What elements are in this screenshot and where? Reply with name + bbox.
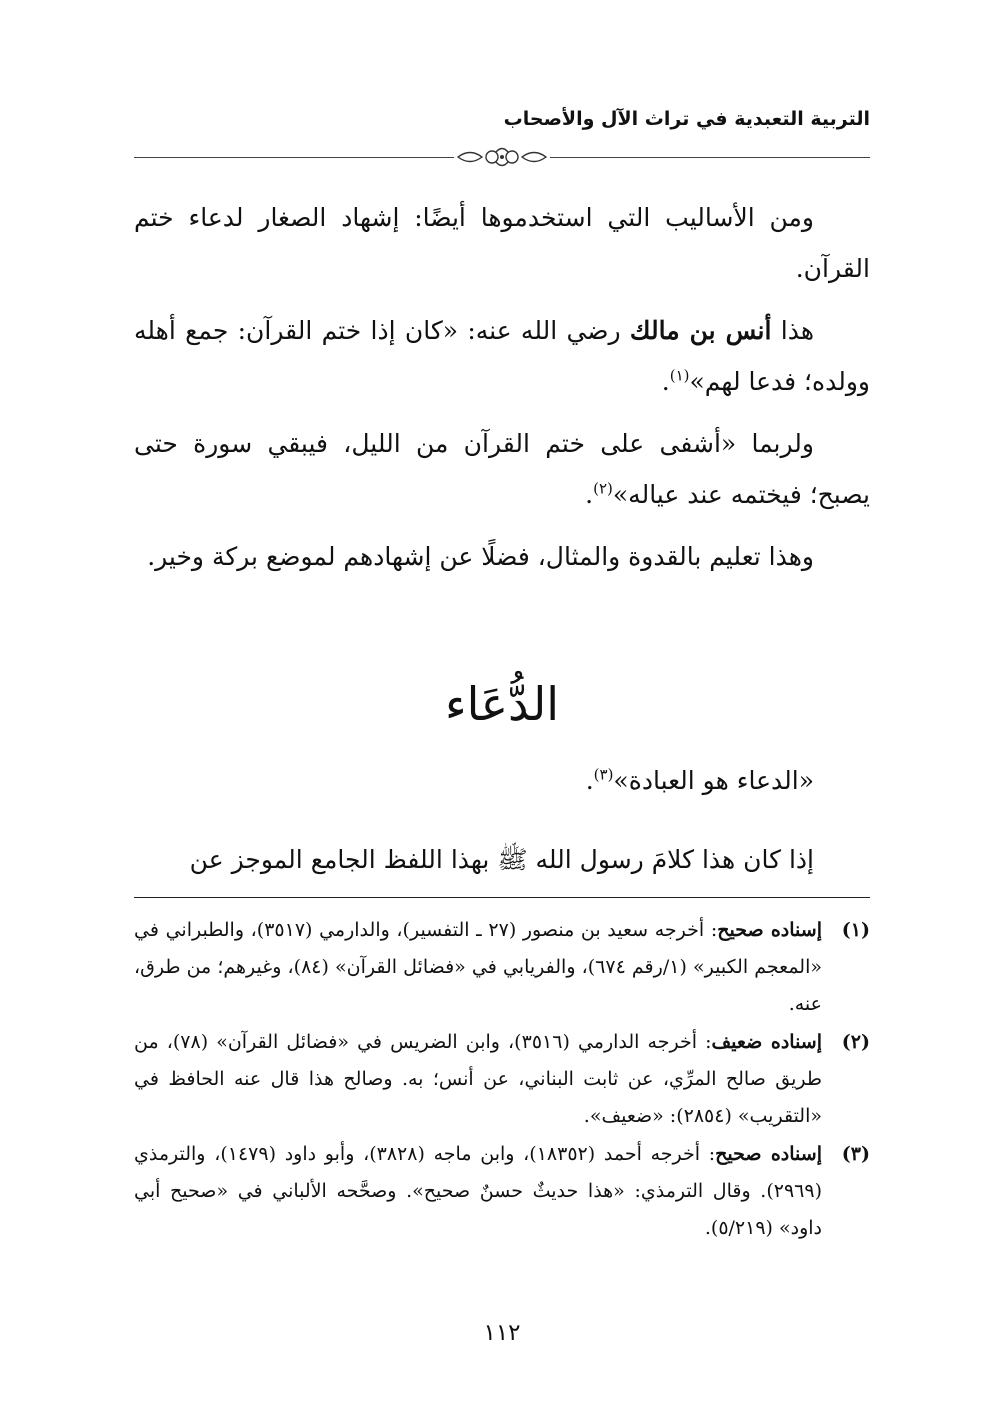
ornament-icon (452, 142, 552, 172)
footnote-3 (134, 1136, 870, 1247)
footnote-2 (134, 1024, 870, 1135)
hadith-quote (134, 755, 870, 806)
paragraph-4: وهذا تعليم بالقدوة والمثال، فضلًا عن إشهادهم لموضع بركة وخير. (147, 542, 814, 571)
section-title: الدُّعَاء (444, 677, 560, 731)
footnote-text: : أخرجه سعيد بن منصور (٢٧ ـ التفسير)، والدارمي (٣٥١٧)، والطبراني في «المعجم الكبير» (١/رقم ٦٧٤)، والفريابي في «فضائل القرآن» (٨٤)، وغيرهم؛ من طرق، عنه. (134, 919, 822, 1015)
footnote-ref-2[interactable]: (٢) (593, 479, 613, 498)
paragraph-2-text: رضي الله عنه: «كان إذا ختم القرآن: جمع أهله وولده؛ فدعا لهم» (134, 316, 870, 396)
footnote-number: (٢) (841, 1031, 870, 1053)
hadith-quote-end: . (585, 766, 594, 795)
body-text (134, 192, 870, 593)
footnote-ref-1[interactable]: (١) (669, 366, 690, 385)
footnote-number: (٣) (841, 1143, 870, 1165)
section-intro: إذا كان هذا كلامَ رسول الله ﷺ بهذا اللفظ الجامع الموجز عن (189, 845, 814, 874)
footnotes (134, 912, 870, 1248)
footnote-1 (134, 912, 870, 1023)
footnote-separator (134, 897, 870, 898)
paragraph-3-end: . (585, 480, 594, 509)
footnote-text: : أخرجه أحمد (١٨٣٥٢)، وابن ماجه (٣٨٢٨)، وأبو داود (١٤٧٩)، والترمذي (٢٩٦٩). وقال الترمذي: «هذا حديثٌ حسنٌ صحيح». وصحَّحه الألباني في «صحيح أبي داود» (٥/٢١٩). (134, 1143, 822, 1239)
footnote-grade: إسناده ضعيف (711, 1031, 823, 1053)
paragraph-3 (134, 418, 870, 520)
paragraph-1: ومن الأساليب التي استخدموها أيضًا: إشهاد الصغار لدعاء ختم القرآن. (134, 203, 870, 283)
hadith-quote-text: «الدعاء هو العبادة» (613, 766, 814, 795)
footnote-grade: إسناده صحيح (717, 919, 822, 941)
footnote-ref-3[interactable]: (٣) (593, 765, 614, 784)
page-number: ١١٢ (483, 1320, 521, 1346)
paragraph-2-prefix: هذا (771, 316, 814, 345)
companion-name: أنس بن مالك (629, 316, 772, 345)
footnote-grade: إسناده صحيح (715, 1143, 822, 1165)
paragraph-2-end: . (661, 367, 670, 396)
footnote-text: : أخرجه الدارمي (٣٥١٦)، وابن الضريس في «فضائل القرآن» (٧٨)، من طريق صالح المرِّي، عن ثابت البناني، عن أنس؛ به. وصالح هذا قال عنه الحافظ في «التقريب» (٢٨٥٤): «ضعيف». (134, 1031, 822, 1127)
footnote-number: (١) (841, 919, 870, 941)
running-header: التربية التعبدية في تراث الآل والأصحاب (503, 108, 870, 130)
header-ornament-rule (134, 142, 870, 172)
paragraph-2 (134, 305, 870, 407)
paragraph-3-text: ولربما «أشفى على ختم القرآن من الليل، فيبقي سورة حتى يصبح؛ فيختمه عند عياله» (134, 429, 870, 509)
